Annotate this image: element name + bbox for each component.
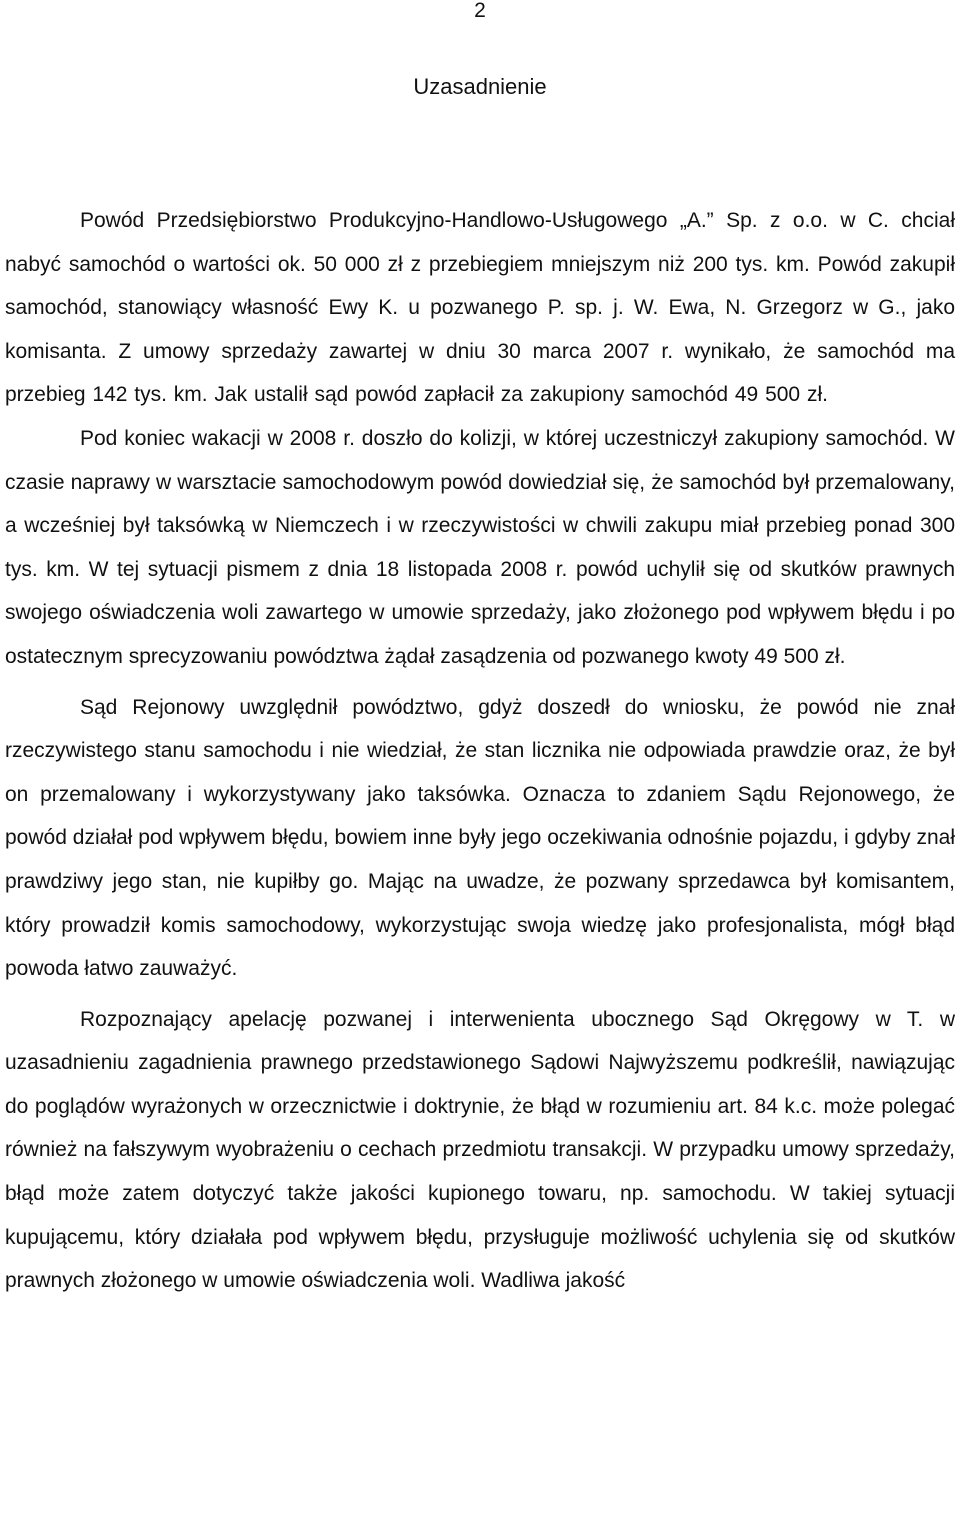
page-number: 2 [474, 0, 486, 22]
paragraph-1: Powód Przedsiębiorstwo Produkcyjno-Handlowo-Usługowego „A.” Sp. z o.o. w C. chciał nabyć samochód o wartości ok. 50 000 zł z przebiegiem mniejszym niż 200 tys. km. Powód zakupił samochód, stanowiący własność Ewy K. u pozwanego P. sp. j. W. Ewa, N. Grzegorz w G., jako komisanta. Z umowy sprzedaży zawartej w dniu 30 marca 2007 r. wynikało, że samochód ma przebieg 142 tys. km. Jak ustalił sąd powód zapłacił za zakupiony samochód 49 500 zł. [5, 209, 955, 407]
paragraph-2: Pod koniec wakacji w 2008 r. doszło do kolizji, w której uczestniczył zakupiony samochód. W czasie naprawy w warsztacie samochodowym powód dowiedział się, że samochód był przemalowany, a wcześniej był taksówką w Niemczech i w rzeczywistości w chwili zakupu miał przebieg ponad 300 tys. km. W tej sytuacji pismem z dnia 18 listopada 2008 r. powód uchylił się od skutków prawnych swojego oświadczenia woli zawartego w umowie sprzedaży, jako złożonego pod wpływem błędu i po ostatecznym sprecyzowaniu powództwa żądał zasądzenia od pozwanego kwoty 49 500 zł. [5, 426, 955, 668]
document-body [5, 199, 955, 1303]
paragraph-3: Sąd Rejonowy uwzględnił powództwo, gdyż doszedł do wniosku, że powód nie znał rzeczywistego stanu samochodu i nie wiedział, że stan licznika nie odpowiada prawdzie oraz, że był on przemalowany i wykorzystywany jako taksówka. Oznacza to zdaniem Sądu Rejonowego, że powód działał pod wpływem błędu, bowiem inne były jego oczekiwania odnośnie pojazdu, i gdyby znał prawdziwy jego stan, nie kupiłby go. Mając na uwadze, że pozwany sprzedawca był komisantem, który prowadził komis samochodowy, wykorzystując swoja wiedzę jako profesjonalista, mógł błąd powoda łatwo zauważyć. [5, 695, 955, 981]
document-title: Uzasadnienie [413, 74, 547, 99]
paragraph-4: Rozpoznający apelację pozwanej i interwenienta ubocznego Sąd Okręgowy w T. w uzasadnieniu zagadnienia prawnego przedstawionego Sądowi Najwyższemu podkreślił, nawiązując do poglądów wyrażonych w orzecznictwie i doktrynie, że błąd w rozumieniu art. 84 k.c. może polegać również na fałszywym wyobrażeniu o cechach przedmiotu transakcji. W przypadku umowy sprzedaży, błąd może zatem dotyczyć także jakości kupionego towaru, np. samochodu. W takiej sytuacji kupującemu, który działała pod wpływem błędu, przysługuje możliwość uchylenia się od skutków prawnych złożonego w umowie oświadczenia woli. Wadliwa jakość [5, 1007, 955, 1293]
